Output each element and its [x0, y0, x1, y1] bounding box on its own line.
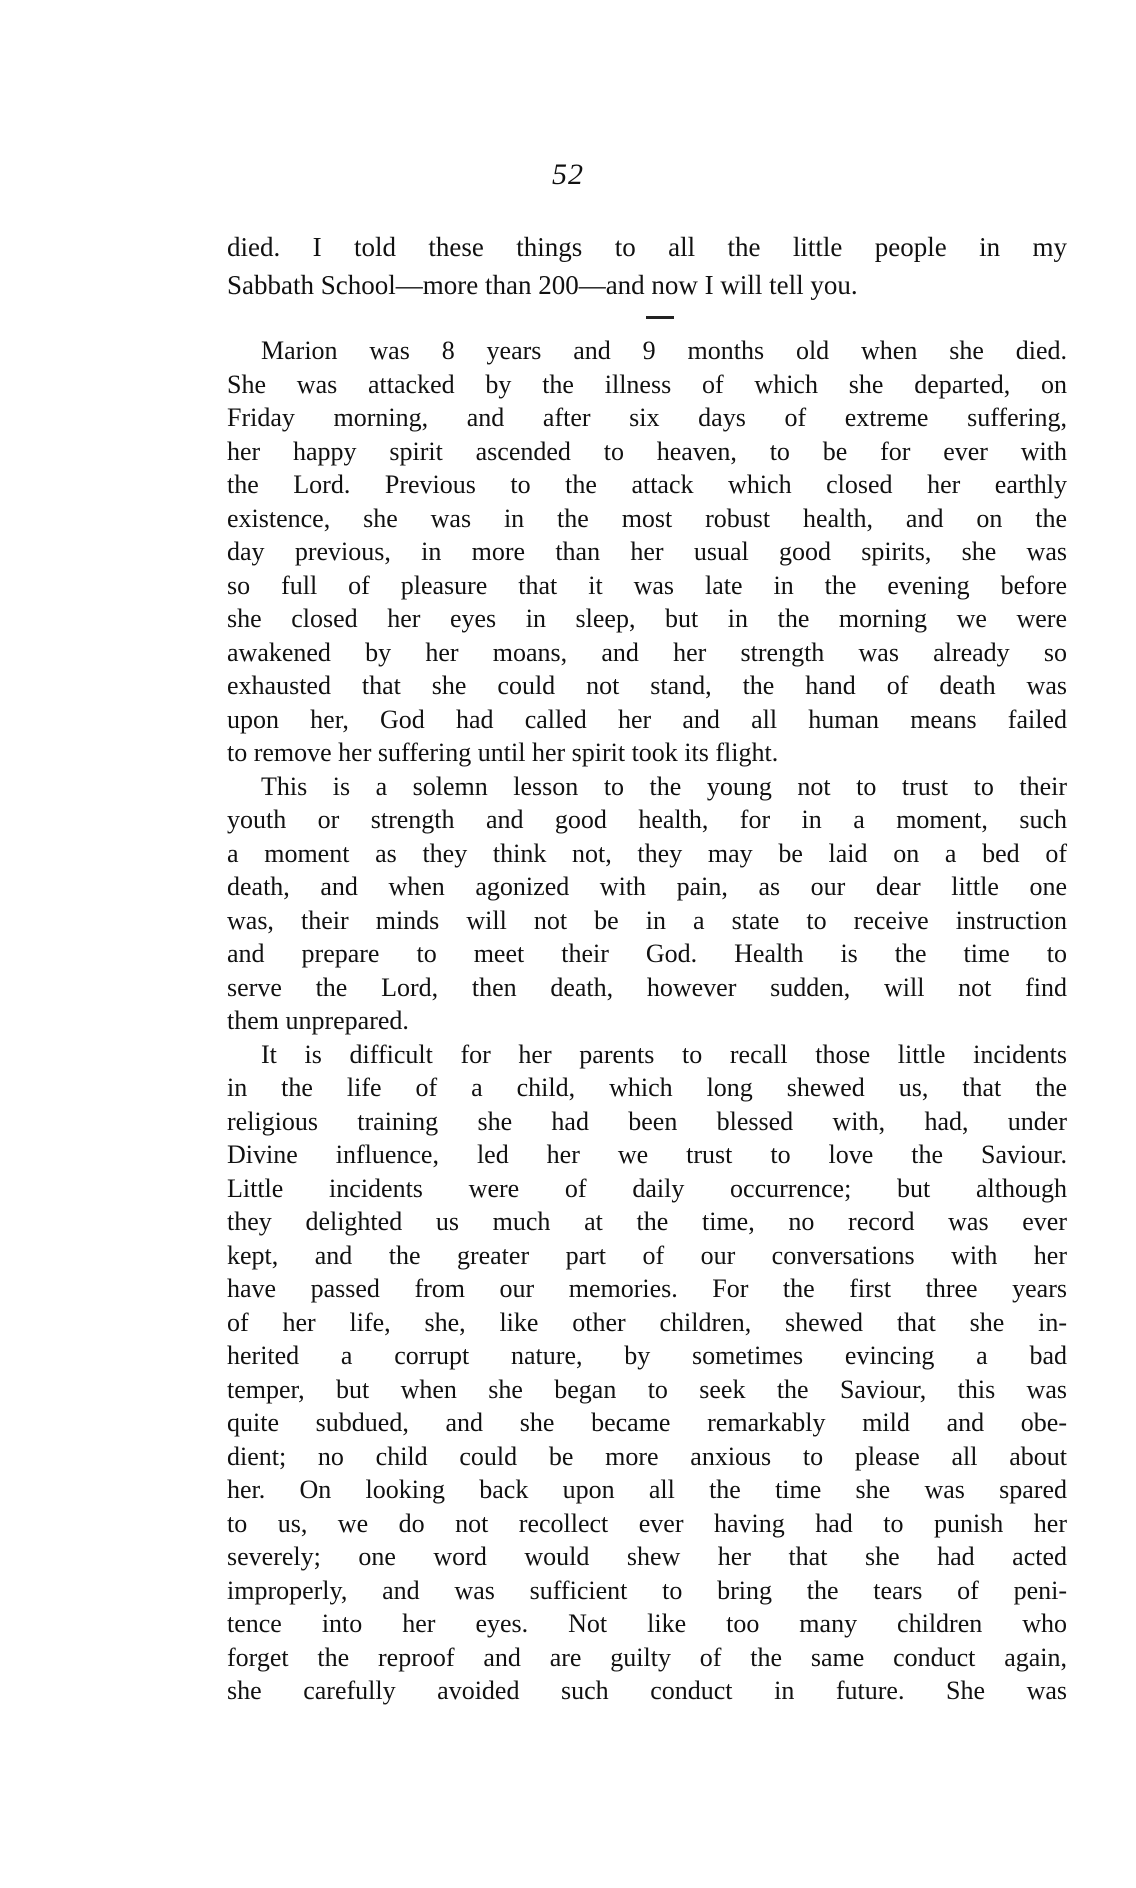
text-line: severely; one word would shew her that she had acted: [227, 1542, 1067, 1571]
text-line: so full of pleasure that it was late in the evening before: [227, 570, 1067, 600]
text-line: they delighted us much at the time, no record was ever: [227, 1207, 1067, 1236]
text-line: she closed her eyes in sleep, but in the morning we were: [227, 604, 1067, 633]
text-line: Marion was 8 years and 9 months old when she died.: [261, 336, 1067, 365]
text-line: she carefully avoided such conduct in future. She was: [227, 1676, 1067, 1705]
text-line: her. On looking back upon all the time she was spared: [227, 1475, 1067, 1504]
text-line: Little incidents were of daily occurrence; but although: [227, 1173, 1067, 1203]
text-line: have passed from our memories. For the first three years: [227, 1274, 1067, 1303]
text-line: day previous, in more than her usual good spirits, she was: [227, 537, 1067, 566]
text-line: improperly, and was sufficient to bring the tears of peni-: [227, 1575, 1067, 1605]
text-line: them unprepared.: [227, 1006, 409, 1035]
section-divider: [646, 316, 674, 319]
text-line: religious training she had been blessed with, had, under: [227, 1106, 1067, 1136]
text-line: youth or strength and good health, for in a moment, such: [227, 805, 1067, 834]
text-line: her happy spirit ascended to heaven, to be for ever with: [227, 436, 1067, 466]
text-line: died. I told these things to all the little people in my: [227, 232, 1067, 262]
opening-text: [227, 228, 1067, 304]
body-text: [227, 334, 1067, 1708]
text-line: herited a corrupt nature, by sometimes evincing a bad: [227, 1341, 1067, 1370]
text-line: She was attacked by the illness of which she departed, on: [227, 369, 1067, 399]
text-line: to remove her suffering until her spirit took its flight.: [227, 738, 779, 767]
text-line: existence, she was in the most robust health, and on the: [227, 503, 1067, 533]
paragraph-3: [227, 1038, 1067, 1708]
text-line: temper, but when she began to seek the Saviour, this was: [227, 1374, 1067, 1404]
text-line: forget the reproof and are guilty of the same conduct again,: [227, 1642, 1067, 1672]
text-line: upon her, God had called her and all human means failed: [227, 704, 1067, 734]
text-line: a moment as they think not, they may be laid on a bed of: [227, 838, 1067, 868]
text-line: It is difficult for her parents to recall those little incidents: [261, 1039, 1067, 1069]
text-line: kept, and the greater part of our conversations with her: [227, 1240, 1067, 1270]
text-line: awakened by her moans, and her strength was already so: [227, 637, 1067, 667]
text-line: death, and when agonized with pain, as our dear little one: [227, 872, 1067, 901]
text-line: quite subdued, and she became remarkably mild and obe-: [227, 1408, 1067, 1437]
text-line: in the life of a child, which long shewed us, that the: [227, 1073, 1067, 1102]
text-line: to us, we do not recollect ever having had to punish her: [227, 1508, 1067, 1538]
text-line: This is a solemn lesson to the young not to trust to their: [261, 771, 1067, 801]
text-line: was, their minds will not be in a state to receive instruction: [227, 905, 1067, 935]
paragraph-1: [227, 334, 1067, 770]
text-line: of her life, she, like other children, shewed that she in-: [227, 1307, 1067, 1337]
paragraph-2: [227, 770, 1067, 1038]
text-line: tence into her eyes. Not like too many children who: [227, 1609, 1067, 1638]
page-number: 52: [552, 158, 584, 191]
text-line: serve the Lord, then death, however sudden, will not find: [227, 972, 1067, 1002]
text-line: exhausted that she could not stand, the hand of death was: [227, 671, 1067, 700]
text-line: Friday morning, and after six days of extreme suffering,: [227, 403, 1067, 432]
text-line: Divine influence, led her we trust to love the Saviour.: [227, 1140, 1067, 1169]
text-line: dient; no child could be more anxious to please all about: [227, 1441, 1067, 1471]
text-line: Sabbath School—more than 200—and now I will tell you.: [227, 270, 858, 300]
text-line: the Lord. Previous to the attack which closed her earthly: [227, 470, 1067, 499]
text-line: and prepare to meet their God. Health is the time to: [227, 939, 1067, 968]
